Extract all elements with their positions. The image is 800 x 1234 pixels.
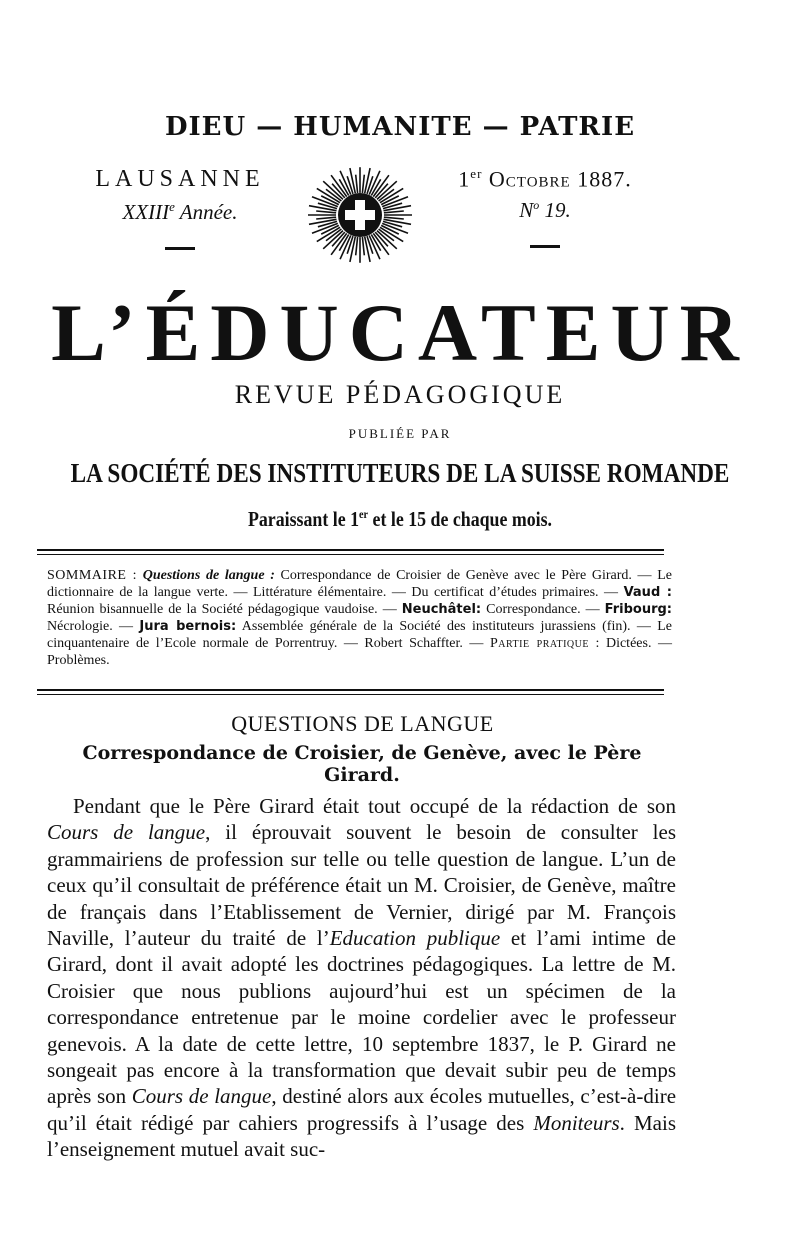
- text-run: Pendant que le Père Girard était tout occupé de la rédaction de son: [73, 794, 676, 818]
- sunburst-ray: [350, 237, 355, 262]
- sunburst-ray: [362, 175, 364, 193]
- sunburst-ray: [356, 175, 358, 193]
- year-roman: XXIII: [122, 200, 170, 224]
- summary-text-partie: : Dictées. — Problèmes.: [47, 636, 673, 668]
- issue-date: [430, 166, 660, 192]
- paragraph: [47, 793, 676, 1163]
- sunburst-ray: [350, 168, 355, 193]
- date-rest: Octobre 1887.: [488, 166, 632, 192]
- frequency-a: Paraissant le 1: [247, 507, 360, 531]
- society-name: LA SOCIÉTÉ DES INSTITUTEURS DE LA SUISSE ROMANDE: [70, 458, 730, 488]
- frequency-b: et le 15 de chaque mois.: [368, 507, 553, 531]
- italic-run: Moniteurs: [533, 1110, 620, 1135]
- header-left: [80, 166, 280, 250]
- published-by: PUBLIÉE PAR: [348, 426, 452, 441]
- summary-head-partie: Partie pratique: [489, 636, 589, 651]
- date-sup: er: [470, 166, 483, 181]
- sunburst-ray: [309, 219, 337, 224]
- summary-text-vaud: Réunion bisannuelle de la Société pédagogique vaudoise. —: [47, 602, 402, 617]
- text-run: , il éprouvait souvent le besoin de consulter les grammairiens de profession sur telle ou telle question de langue. L’un de ceux qu’il consultait de préférence était un M. Croisier, de Genève, maître de français dans l’Etablissement de Vernier, dirigé par M. François Naville, l’auteur du traité de l’: [47, 820, 676, 951]
- italic-run: Cours de langue: [47, 820, 206, 845]
- double-rule-top: [37, 549, 664, 551]
- summary-block: [47, 567, 672, 669]
- summary-head-jura: Jura bernois:: [139, 619, 237, 634]
- summary-head-fribourg: Fribourg:: [604, 602, 672, 617]
- issue-number: [430, 198, 660, 223]
- date-day: 1: [458, 166, 471, 192]
- city: LAUSANNE: [95, 166, 265, 192]
- number-sup: o: [533, 198, 540, 213]
- divider-dash: [530, 245, 560, 248]
- frequency-sup: er: [359, 507, 369, 521]
- swiss-cross-sunburst-icon: [295, 160, 425, 270]
- number-label: N: [519, 198, 534, 223]
- summary-head-neuchatel: Neuchâtel:: [401, 602, 482, 617]
- text-run: , destiné alors aux écoles mutuelles, c’est-à-dire qu’il était rédigé par cahiers progressifs à l’usage des: [47, 1084, 677, 1135]
- masthead-title: L’ÉDUCATEUR: [51, 287, 749, 378]
- masthead-subtitle: REVUE PÉDAGOGIQUE: [234, 380, 566, 409]
- sunburst-ray: [384, 217, 404, 219]
- frequency-line: [60, 507, 740, 532]
- italic-run: Cours de langue: [131, 1084, 272, 1109]
- year-word: Année.: [179, 200, 238, 224]
- article-body: [47, 793, 676, 1163]
- sunburst-ray: [309, 206, 337, 211]
- sunburst-ray: [365, 168, 370, 193]
- double-rule-bottom: [37, 689, 664, 691]
- article-title: Correspondance de Croisier, de Genève, avec le Père Girard.: [82, 742, 642, 786]
- year-sup: e: [169, 199, 175, 214]
- italic-run: Education publique: [329, 926, 501, 951]
- text-run: . Mais l’enseignement mutuel avait suc-: [47, 1110, 676, 1162]
- summary-text-fribourg: Nécrologie. —: [47, 619, 140, 634]
- header-right: [430, 166, 660, 248]
- sunburst-ray: [362, 237, 364, 255]
- sunburst-ray: [316, 217, 336, 219]
- sunburst-ray: [384, 211, 404, 213]
- divider-dash: [165, 247, 195, 250]
- motto: DIEU — HUMANITE — PATRIE: [164, 112, 636, 142]
- summary-text-neuchatel: Correspondance. —: [481, 602, 605, 617]
- sunburst-ray: [356, 237, 358, 255]
- summary-text-jura: Assemblée générale de la Société des instituteurs jurassiens (fin). — Le cinquantenaire de l’Ecole normale de Porrentruy. — Robert Schaffter. —: [47, 619, 672, 651]
- sunburst-ray: [384, 206, 412, 211]
- summary-head-vaud: Vaud :: [623, 585, 672, 600]
- text-run: et l’ami intime de Girard, dont il avait adopté les doctrines pédagogiques. La lettre de M. Croisier que nous publions aujourd’hui est un spécimen de la correspondance entretenue par le moine cordelier avec le professeur genevois. A la date de cette lettre, 10 septembre 1837, le P. Girard ne songeait pas encore à la transformation que devait subir peu de temps après son: [47, 926, 676, 1109]
- summary-head-langue: Questions de langue :: [142, 568, 275, 583]
- volume-year: [80, 199, 280, 225]
- sunburst-ray: [316, 211, 336, 213]
- summary-label: SOMMAIRE :: [47, 568, 138, 583]
- number-value: 19.: [544, 198, 571, 223]
- sunburst-ray: [384, 219, 412, 224]
- sunburst-ray: [365, 237, 370, 262]
- section-title: QUESTIONS DE LANGUE: [231, 711, 494, 736]
- summary-text-langue: Correspondance de Croisier de Genève avec le Père Girard. — Le dictionnaire de la langue verte. — Littérature élémentaire. — Du certificat d’études primaires. —: [47, 568, 672, 600]
